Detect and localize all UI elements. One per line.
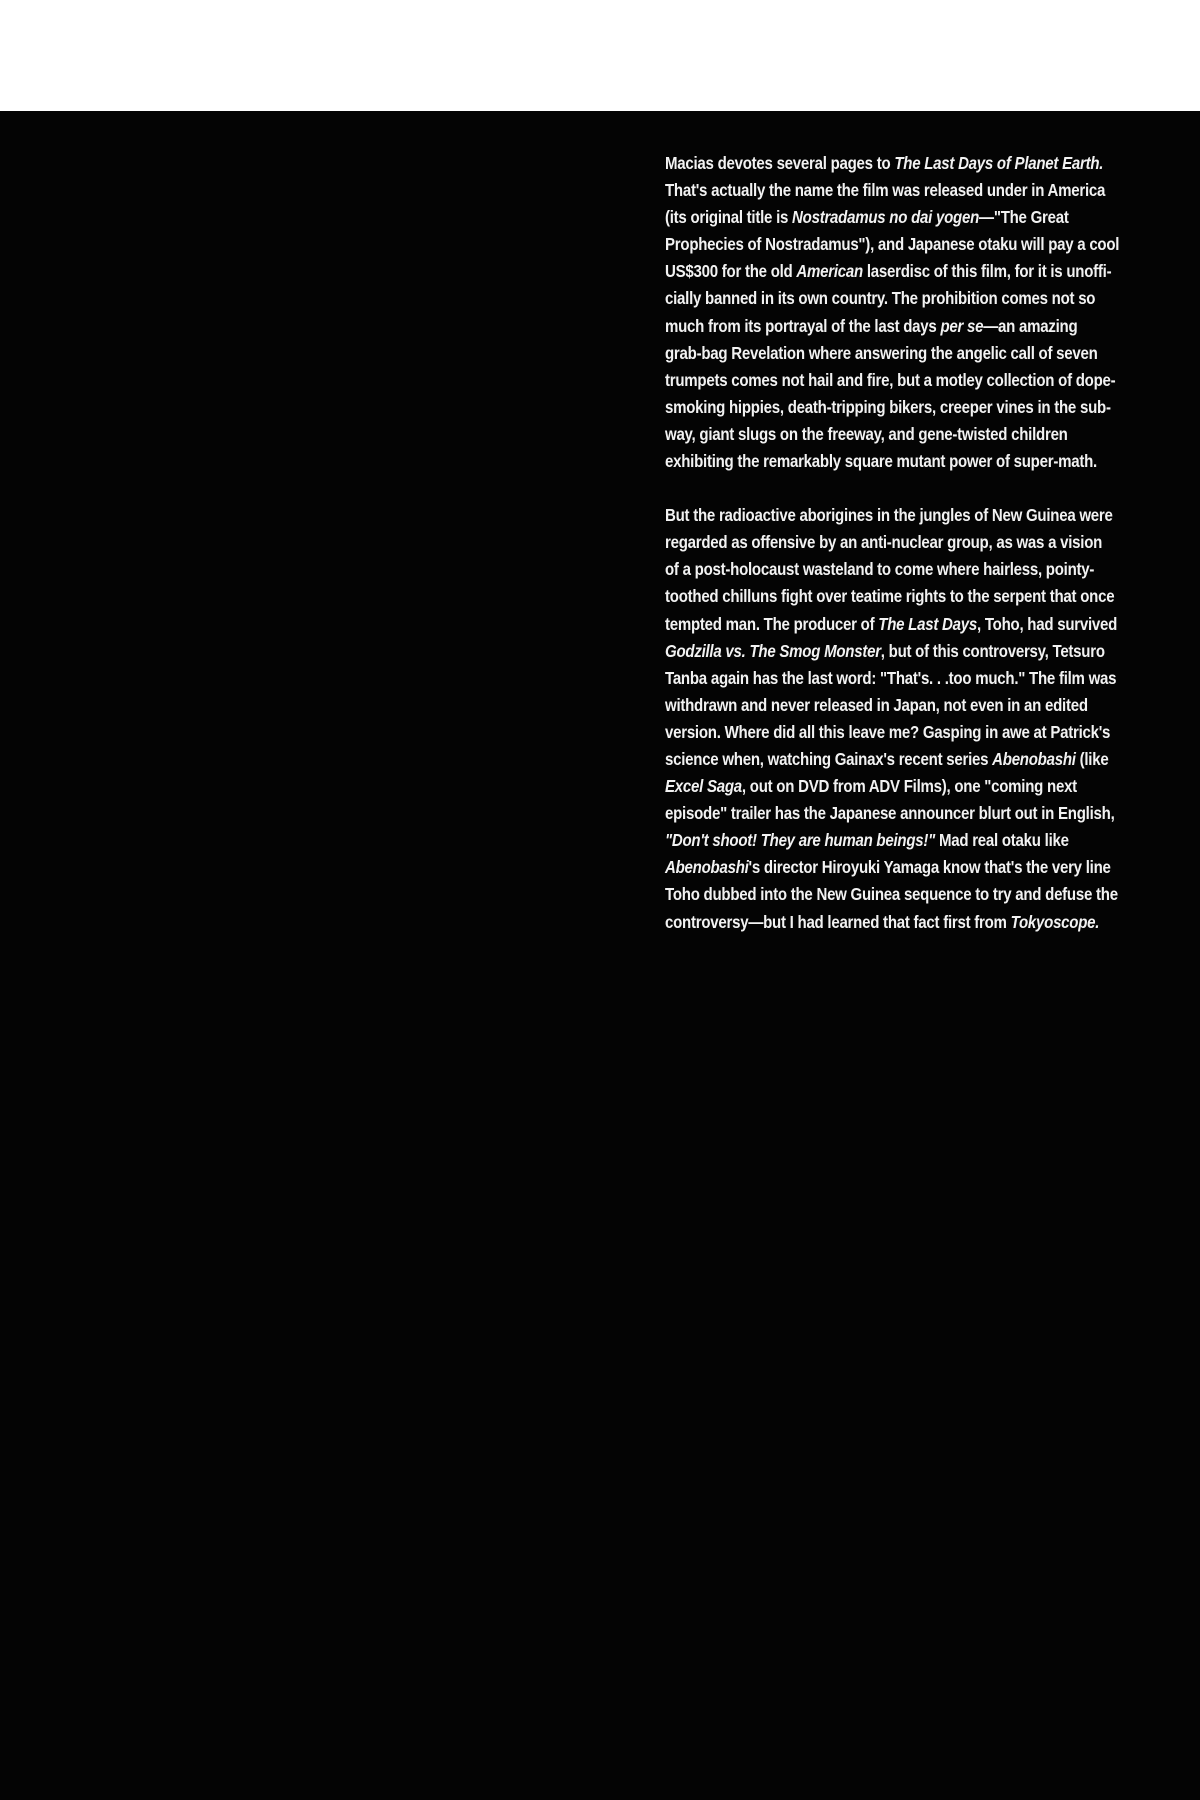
text-run: Tanba again has the last word: "That's. . .too much." The film was — [665, 667, 1117, 688]
text-line — [665, 746, 1145, 773]
italic-text-run: Abenobashi — [665, 857, 749, 878]
text-line — [665, 611, 1145, 638]
text-line — [665, 421, 1145, 448]
text-run: —an amazing — [983, 315, 1078, 336]
italic-text-run: Godzilla vs. The Smog Monster — [665, 640, 881, 661]
text-run: regarded as offensive by an anti-nuclear group, as was a vision — [665, 532, 1103, 553]
article-body — [665, 150, 1145, 936]
italic-text-run: The Last Days — [878, 613, 977, 634]
text-run: way, giant slugs on the freeway, and gene-twisted children — [665, 423, 1068, 444]
italic-text-run: Excel Saga — [665, 776, 742, 797]
text-line — [665, 854, 1145, 881]
text-line — [665, 719, 1145, 746]
text-line — [665, 827, 1145, 854]
italic-text-run: The Last Days of Planet Earth. — [894, 153, 1104, 173]
text-line — [665, 502, 1145, 529]
text-line — [665, 394, 1145, 421]
text-line — [665, 665, 1145, 692]
text-line — [665, 258, 1145, 285]
italic-text-run: per se — [940, 315, 984, 336]
text-line — [665, 881, 1145, 908]
text-line — [665, 529, 1145, 556]
text-line — [665, 340, 1145, 367]
text-run: Prophecies of Nostradamus"), and Japanese otaku will pay a cool — [665, 234, 1120, 255]
text-line — [665, 150, 1145, 177]
text-run: Macias devotes several pages to — [665, 153, 895, 173]
text-run: (like — [1075, 748, 1109, 769]
text-run: grab-bag Revelation where answering the angelic call of seven — [665, 342, 1098, 363]
text-run: trumpets comes not hail and fire, but a motley collection of dope- — [665, 369, 1116, 390]
text-run: (its original title is — [665, 207, 793, 228]
italic-text-run: Abenobashi — [992, 748, 1076, 769]
text-run: episode" trailer has the Japanese announcer blurt out in English, — [665, 803, 1115, 824]
text-run: withdrawn and never released in Japan, not even in an edited — [665, 694, 1088, 715]
text-run: controversy—but I had learned that fact first from — [665, 911, 1011, 932]
text-run: Toho dubbed into the New Guinea sequence to try and defuse the — [665, 884, 1118, 905]
text-run: of a post-holocaust wasteland to come where hairless, pointy- — [665, 559, 1095, 580]
text-run: 's director Hiroyuki Yamaga know that's the very line — [748, 857, 1111, 878]
paragraph — [665, 150, 1145, 475]
italic-text-run: American — [796, 261, 863, 282]
text-run: laserdisc of this film, for it is unoffi- — [862, 261, 1112, 282]
text-run: science when, watching Gainax's recent series — [665, 748, 993, 769]
text-run: , Toho, had survived — [976, 613, 1118, 634]
text-line — [665, 773, 1145, 800]
text-run: US$300 for the old — [665, 261, 797, 282]
text-run: , but of this controversy, Tetsuro — [880, 640, 1105, 661]
text-run: cially banned in its own country. The prohibition comes not so — [665, 288, 1096, 309]
text-line — [665, 177, 1145, 204]
text-line — [665, 692, 1145, 719]
text-run: version. Where did all this leave me? Gasping in awe at Patrick's — [665, 721, 1111, 742]
text-line — [665, 638, 1145, 665]
text-line — [665, 204, 1145, 231]
paragraph — [665, 502, 1145, 936]
italic-text-run: Tokyoscope. — [1010, 911, 1100, 932]
text-run: tempted man. The producer of — [665, 613, 879, 634]
text-run: toothed chilluns fight over teatime rights to the serpent that once — [665, 586, 1115, 607]
text-run: exhibiting the remarkably square mutant power of super-math. — [665, 451, 1097, 472]
italic-text-run: Nostradamus no dai yogen — [792, 207, 980, 228]
text-run: smoking hippies, death-tripping bikers, creeper vines in the sub- — [665, 396, 1111, 417]
text-line — [665, 367, 1145, 394]
text-line — [665, 313, 1145, 340]
text-run: But the radioactive aborigines in the jungles of New Guinea were — [665, 505, 1113, 526]
text-run: —"The Great — [979, 207, 1069, 228]
text-line — [665, 285, 1145, 312]
text-run: much from its portrayal of the last days — [665, 315, 941, 336]
text-run: , out on DVD from ADV Films), one "coming next — [741, 776, 1077, 797]
text-line — [665, 909, 1145, 936]
text-line — [665, 231, 1145, 258]
text-line — [665, 583, 1145, 610]
text-line — [665, 556, 1145, 583]
text-run: That's actually the name the film was released under in America — [665, 180, 1106, 201]
text-line — [665, 448, 1145, 475]
text-line — [665, 800, 1145, 827]
italic-text-run: "Don't shoot! They are human beings!" — [665, 830, 936, 851]
text-run: Mad real otaku like — [935, 830, 1069, 851]
